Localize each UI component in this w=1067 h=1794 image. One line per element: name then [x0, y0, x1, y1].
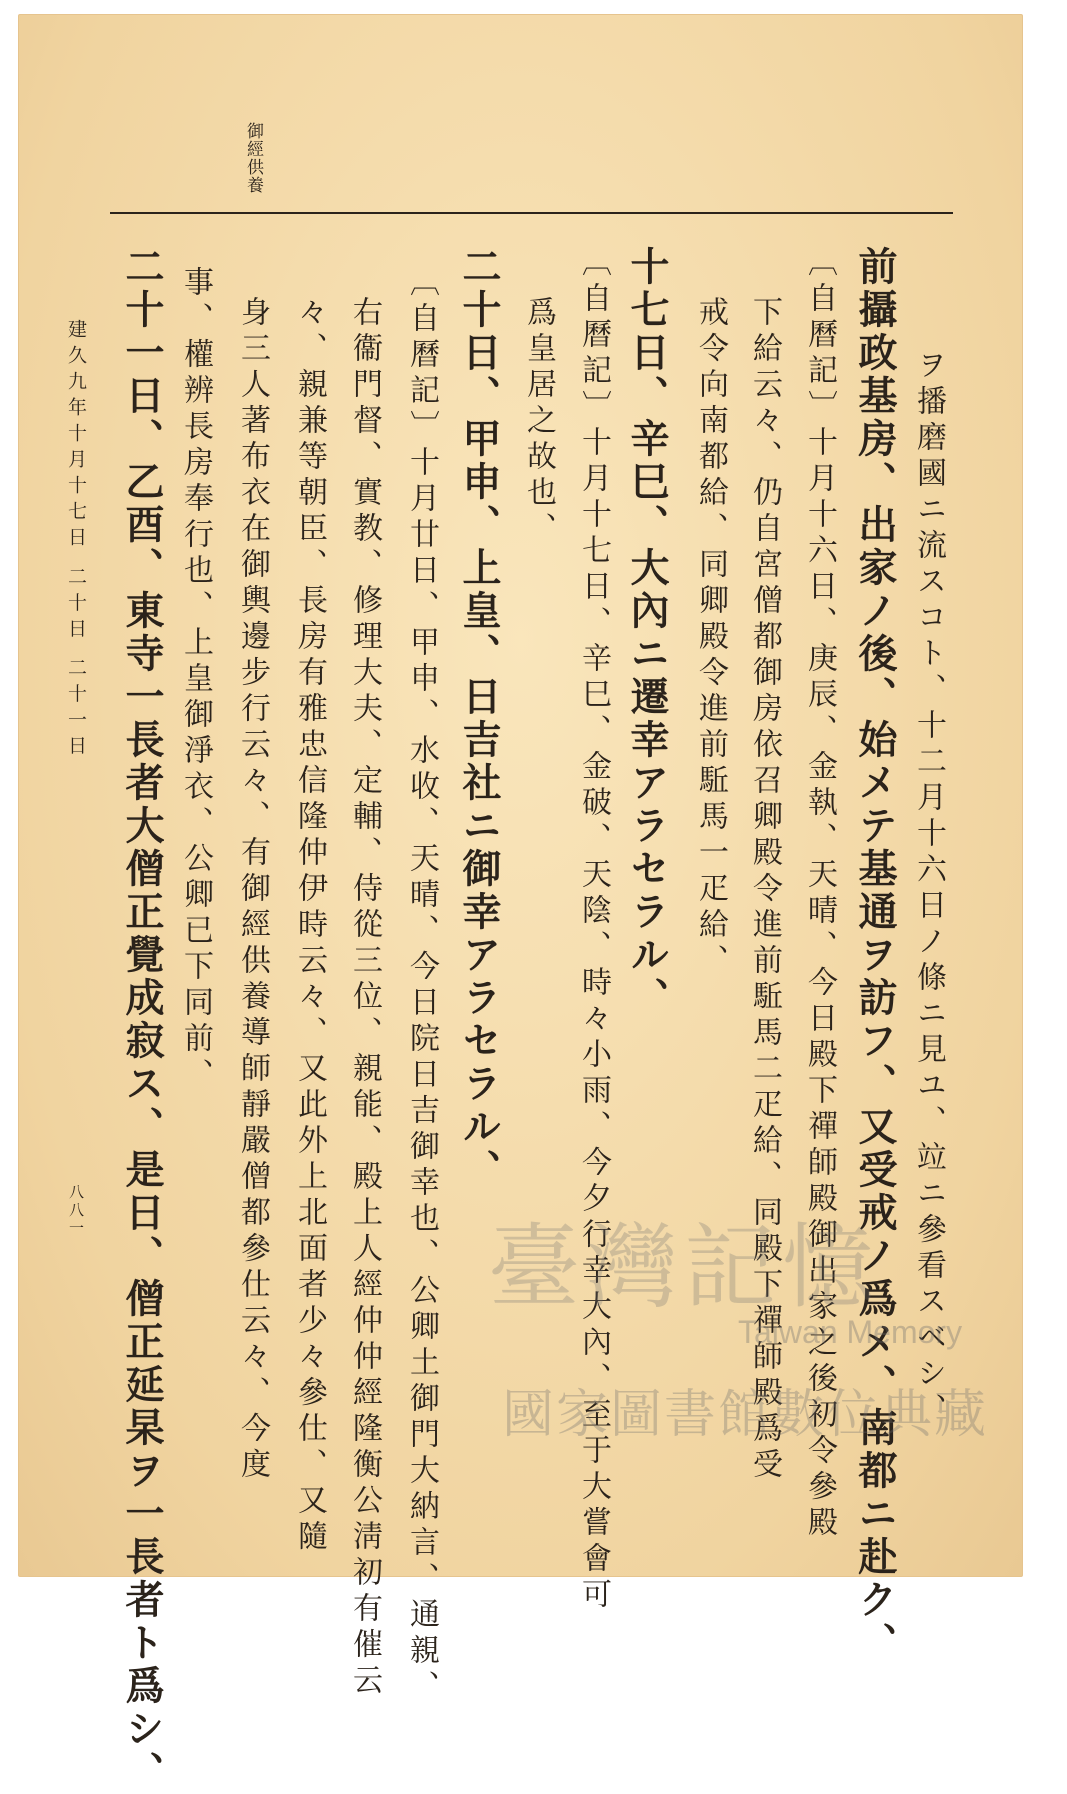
text-column-15: 二十一日、乙酉、東寺一長者大僧正覺成寂ス、是日、僧正延杲ヲ一長者ト爲シ、 — [119, 246, 165, 1794]
text-column-10: 〔自曆記〕十月廿日、甲申、水收、天晴、今日院日吉御幸也、公卿土御門大納言、通親、 — [404, 266, 439, 1706]
running-title: 御經供養 — [243, 122, 263, 194]
watermark-calligraphy: 臺灣記憶 — [488, 1214, 881, 1321]
scanned-page — [18, 14, 1023, 1794]
footer-dates: 建久九年十月十七日 二十日 二十一日 — [65, 319, 87, 762]
text-column-12: 々、親兼等朝臣、長房有雅忠信隆仲伊時云々、又此外上北面者少々參仕、又隨 — [292, 296, 327, 1556]
text-column-5: 戒令向南都給、同卿殿令進前駈馬一疋給、 — [693, 296, 728, 980]
text-column-9: 二十日、甲申、上皇、日吉社ニ御幸アラセラル、 — [456, 246, 502, 1192]
text-column-6: 十七日、辛巳、大內ニ遷幸アラセラル、 — [624, 246, 670, 1020]
text-column-3: 〔自曆記〕十月十六日、庚辰、金執、天晴、今日殿下禪師殿御出家之後初令參殿 — [802, 246, 837, 1542]
text-column-8: 爲皇居之故也、 — [521, 296, 556, 548]
text-column-14: 事、權辨長房奉行也、上皇御淨衣、公卿已下同前、 — [178, 266, 213, 1094]
text-column-1: ヲ播磨國ニ流スコト、十二月十六日ノ條ニ見ユ、竝ニ參看スベシ、 — [911, 349, 946, 1429]
header-rule — [110, 212, 953, 214]
text-column-13: 身三人著布衣在御輿邊步行云々、有御經供養導師靜嚴僧都參仕云々、今度 — [235, 296, 270, 1484]
watermark-institution: 國家圖書館數位典藏 — [502, 1385, 989, 1445]
text-column-7: 〔自曆記〕十月十七日、辛巳、金破、天陰、時々小雨、今夕行幸大內、至于大嘗會可 — [576, 246, 611, 1614]
page-number: 八八一 — [67, 1184, 85, 1238]
text-column-11: 右衞門督、實教、修理大夫、定輔、侍從三位、親能、殿上人經仲仲經隆衡公淸初有催云 — [347, 296, 382, 1700]
text-column-2: 前攝政基房、出家ノ後、始メテ基通ヲ訪フ、又受戒ノ爲メ、南都ニ赴ク、 — [852, 246, 898, 1665]
watermark-english: Taiwan Memory — [738, 1314, 963, 1350]
text-column-4: 下給云々、仍自宮僧都御房依召卿殿令進前駈馬二疋給、同殿下禪師殿爲受 — [747, 296, 782, 1484]
